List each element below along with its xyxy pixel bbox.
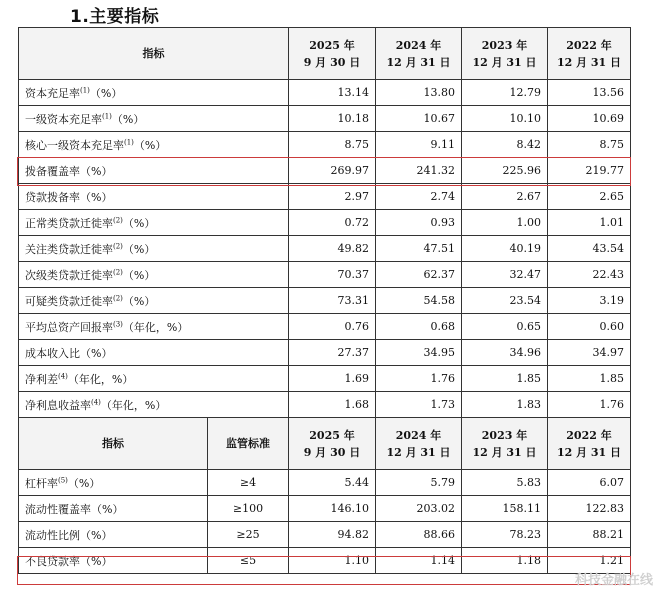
- period-date: 12 月 31 日: [386, 55, 451, 69]
- period-header: [462, 28, 548, 80]
- value-cell: 70.37: [289, 262, 376, 288]
- table2-header-row: [19, 418, 631, 470]
- period-header: [376, 28, 462, 80]
- row-label: [19, 340, 289, 366]
- table1-header-row: [19, 28, 631, 80]
- row-label: [19, 314, 289, 340]
- table-row: [19, 158, 631, 184]
- value-cell: 219.77: [548, 158, 631, 184]
- period-year: 2023 年: [481, 428, 528, 442]
- value-cell: 32.47: [462, 262, 548, 288]
- value-cell: 88.66: [376, 522, 462, 548]
- row-unit: （%）: [80, 346, 113, 360]
- row-unit: （%）: [91, 502, 124, 516]
- row-label-text: 成本收入比: [25, 346, 80, 360]
- period-year: 2025 年: [309, 428, 355, 442]
- value-cell: 8.42: [462, 132, 548, 158]
- value-cell: 5.79: [376, 470, 462, 496]
- row-unit: （%）: [122, 216, 156, 230]
- value-cell: 40.19: [462, 236, 548, 262]
- section-title: 1.主要指标: [70, 7, 160, 27]
- watermark-text: 科技金融在线: [574, 573, 653, 588]
- regulatory-standard-cell: ≤5: [208, 548, 289, 574]
- footnote-marker: (2): [113, 293, 123, 302]
- value-cell: 13.56: [548, 80, 631, 106]
- value-cell: 22.43: [548, 262, 631, 288]
- footnote-marker: (1): [124, 137, 134, 146]
- table-row: [19, 288, 631, 314]
- value-cell: 2.65: [548, 184, 631, 210]
- footnote-marker: (5): [58, 475, 68, 484]
- value-cell: 47.51: [376, 236, 462, 262]
- row-label: [19, 158, 289, 184]
- period-year: 2025 年: [309, 38, 355, 52]
- period-date: 12 月 31 日: [556, 445, 622, 459]
- value-cell: 6.07: [548, 470, 631, 496]
- table-row: [19, 262, 631, 288]
- regulatory-standard-header: 监管标准: [208, 418, 289, 470]
- value-cell: 10.69: [548, 106, 631, 132]
- row-label-text: 净利差: [25, 372, 58, 386]
- value-cell: 5.44: [289, 470, 376, 496]
- table-row: [19, 236, 631, 262]
- value-cell: 5.83: [462, 470, 548, 496]
- indicator-header: 指标: [19, 418, 208, 470]
- value-cell: 1.85: [548, 366, 631, 392]
- value-cell: 0.72: [289, 210, 376, 236]
- footnote-marker: (2): [113, 267, 123, 276]
- key-indicators-table: [18, 27, 631, 574]
- value-cell: 8.75: [548, 132, 631, 158]
- value-cell: 203.02: [376, 496, 462, 522]
- value-cell: 13.80: [376, 80, 462, 106]
- row-label: [19, 236, 289, 262]
- table-row: [19, 522, 631, 548]
- table-row: [19, 366, 631, 392]
- period-header: [289, 28, 376, 80]
- value-cell: 3.19: [548, 288, 631, 314]
- row-label-text: 关注类贷款迁徙率: [25, 242, 113, 256]
- row-unit: （%）: [122, 268, 156, 282]
- row-unit: （%）: [67, 476, 101, 490]
- regulatory-standard-cell: ≥4: [208, 470, 289, 496]
- row-label-text: 资本充足率: [25, 86, 80, 100]
- table-row: [19, 340, 631, 366]
- table-row: [19, 548, 631, 574]
- row-unit: （%）: [80, 164, 113, 178]
- table-row: [19, 80, 631, 106]
- period-year: 2023 年: [481, 38, 528, 52]
- row-label: [19, 106, 289, 132]
- row-unit: （%）: [80, 190, 113, 204]
- period-date: 12 月 31 日: [556, 55, 622, 69]
- value-cell: 1.76: [548, 392, 631, 418]
- value-cell: 10.10: [462, 106, 548, 132]
- value-cell: 158.11: [462, 496, 548, 522]
- value-cell: 27.37: [289, 340, 376, 366]
- value-cell: 225.96: [462, 158, 548, 184]
- row-label-text: 正常类贷款迁徙率: [25, 216, 113, 230]
- row-label: [19, 470, 208, 496]
- row-unit: （年化，%）: [100, 398, 167, 412]
- table-row: [19, 314, 631, 340]
- period-year: 2022 年: [566, 428, 612, 442]
- row-label: [19, 210, 289, 236]
- period-date: 9 月 30 日: [303, 55, 361, 69]
- period-header: [548, 28, 631, 80]
- value-cell: 1.83: [462, 392, 548, 418]
- value-cell: 0.93: [376, 210, 462, 236]
- row-label: [19, 392, 289, 418]
- row-label-text: 拨备覆盖率: [25, 164, 80, 178]
- row-label: [19, 262, 289, 288]
- footnote-marker: (4): [91, 397, 101, 406]
- value-cell: 0.65: [462, 314, 548, 340]
- value-cell: 8.75: [289, 132, 376, 158]
- row-unit: （%）: [89, 86, 123, 100]
- value-cell: 12.79: [462, 80, 548, 106]
- row-label: [19, 496, 208, 522]
- value-cell: 49.82: [289, 236, 376, 262]
- table-row: [19, 106, 631, 132]
- footnote-marker: (4): [58, 371, 68, 380]
- value-cell: 1.76: [376, 366, 462, 392]
- value-cell: 1.85: [462, 366, 548, 392]
- row-label-text: 净利息收益率: [25, 398, 91, 412]
- table-row: [19, 470, 631, 496]
- value-cell: 10.18: [289, 106, 376, 132]
- value-cell: 34.96: [462, 340, 548, 366]
- table-row: [19, 210, 631, 236]
- indicator-header: 指标: [19, 28, 289, 80]
- table-row: [19, 184, 631, 210]
- row-label-text: 次级类贷款迁徙率: [25, 268, 113, 282]
- row-label-text: 核心一级资本充足率: [25, 138, 124, 152]
- row-unit: （%）: [111, 112, 145, 126]
- value-cell: 0.76: [289, 314, 376, 340]
- footnote-marker: (1): [80, 85, 90, 94]
- row-label-text: 贷款拨备率: [25, 190, 80, 204]
- row-label: [19, 366, 289, 392]
- value-cell: 34.97: [548, 340, 631, 366]
- period-date: 9 月 30 日: [303, 445, 361, 459]
- footnote-marker: (1): [102, 111, 112, 120]
- value-cell: 2.67: [462, 184, 548, 210]
- row-label: [19, 288, 289, 314]
- table-row: [19, 496, 631, 522]
- value-cell: 146.10: [289, 496, 376, 522]
- table-row: [19, 132, 631, 158]
- period-header: [548, 418, 631, 470]
- value-cell: 23.54: [462, 288, 548, 314]
- value-cell: 1.21: [548, 548, 631, 574]
- row-unit: （年化，%）: [67, 372, 134, 386]
- value-cell: 13.14: [289, 80, 376, 106]
- row-unit: （%）: [80, 554, 113, 568]
- value-cell: 1.14: [376, 548, 462, 574]
- row-label-text: 流动性比例: [25, 528, 80, 542]
- period-date: 12 月 31 日: [386, 445, 451, 459]
- period-date: 12 月 31 日: [472, 445, 537, 459]
- value-cell: 1.01: [548, 210, 631, 236]
- row-label: [19, 132, 289, 158]
- row-label-text: 流动性覆盖率: [25, 502, 91, 516]
- value-cell: 269.97: [289, 158, 376, 184]
- value-cell: 1.68: [289, 392, 376, 418]
- value-cell: 9.11: [376, 132, 462, 158]
- value-cell: 1.73: [376, 392, 462, 418]
- table-row: [19, 392, 631, 418]
- regulatory-standard-cell: ≥100: [208, 496, 289, 522]
- row-label-text: 杠杆率: [25, 476, 58, 490]
- period-header: [289, 418, 376, 470]
- regulatory-standard-cell: ≥25: [208, 522, 289, 548]
- value-cell: 1.00: [462, 210, 548, 236]
- period-year: 2024 年: [395, 428, 442, 442]
- value-cell: 241.32: [376, 158, 462, 184]
- value-cell: 10.67: [376, 106, 462, 132]
- period-header: [376, 418, 462, 470]
- row-label-text: 可疑类贷款迁徙率: [25, 294, 113, 308]
- row-unit: （%）: [122, 294, 156, 308]
- value-cell: 73.31: [289, 288, 376, 314]
- value-cell: 43.54: [548, 236, 631, 262]
- value-cell: 2.97: [289, 184, 376, 210]
- row-label: [19, 80, 289, 106]
- value-cell: 94.82: [289, 522, 376, 548]
- value-cell: 88.21: [548, 522, 631, 548]
- value-cell: 1.18: [462, 548, 548, 574]
- row-unit: （%）: [133, 138, 167, 152]
- value-cell: 0.68: [376, 314, 462, 340]
- row-label-text: 不良贷款率: [25, 554, 80, 568]
- period-header: [462, 418, 548, 470]
- value-cell: 54.58: [376, 288, 462, 314]
- period-date: 12 月 31 日: [472, 55, 537, 69]
- period-year: 2024 年: [395, 38, 442, 52]
- value-cell: 1.69: [289, 366, 376, 392]
- value-cell: 34.95: [376, 340, 462, 366]
- footnote-marker: (2): [113, 215, 123, 224]
- value-cell: 122.83: [548, 496, 631, 522]
- value-cell: 78.23: [462, 522, 548, 548]
- row-label-text: 一级资本充足率: [25, 112, 102, 126]
- footnote-marker: (3): [113, 319, 123, 328]
- row-unit: （%）: [80, 528, 113, 542]
- row-label-text: 平均总资产回报率: [25, 320, 113, 334]
- row-unit: （%）: [122, 242, 156, 256]
- row-label: [19, 522, 208, 548]
- value-cell: 1.10: [289, 548, 376, 574]
- value-cell: 2.74: [376, 184, 462, 210]
- footnote-marker: (2): [113, 241, 123, 250]
- row-label: [19, 184, 289, 210]
- row-unit: （年化，%）: [122, 320, 189, 334]
- value-cell: 0.60: [548, 314, 631, 340]
- period-year: 2022 年: [566, 38, 612, 52]
- value-cell: 62.37: [376, 262, 462, 288]
- row-label: [19, 548, 208, 574]
